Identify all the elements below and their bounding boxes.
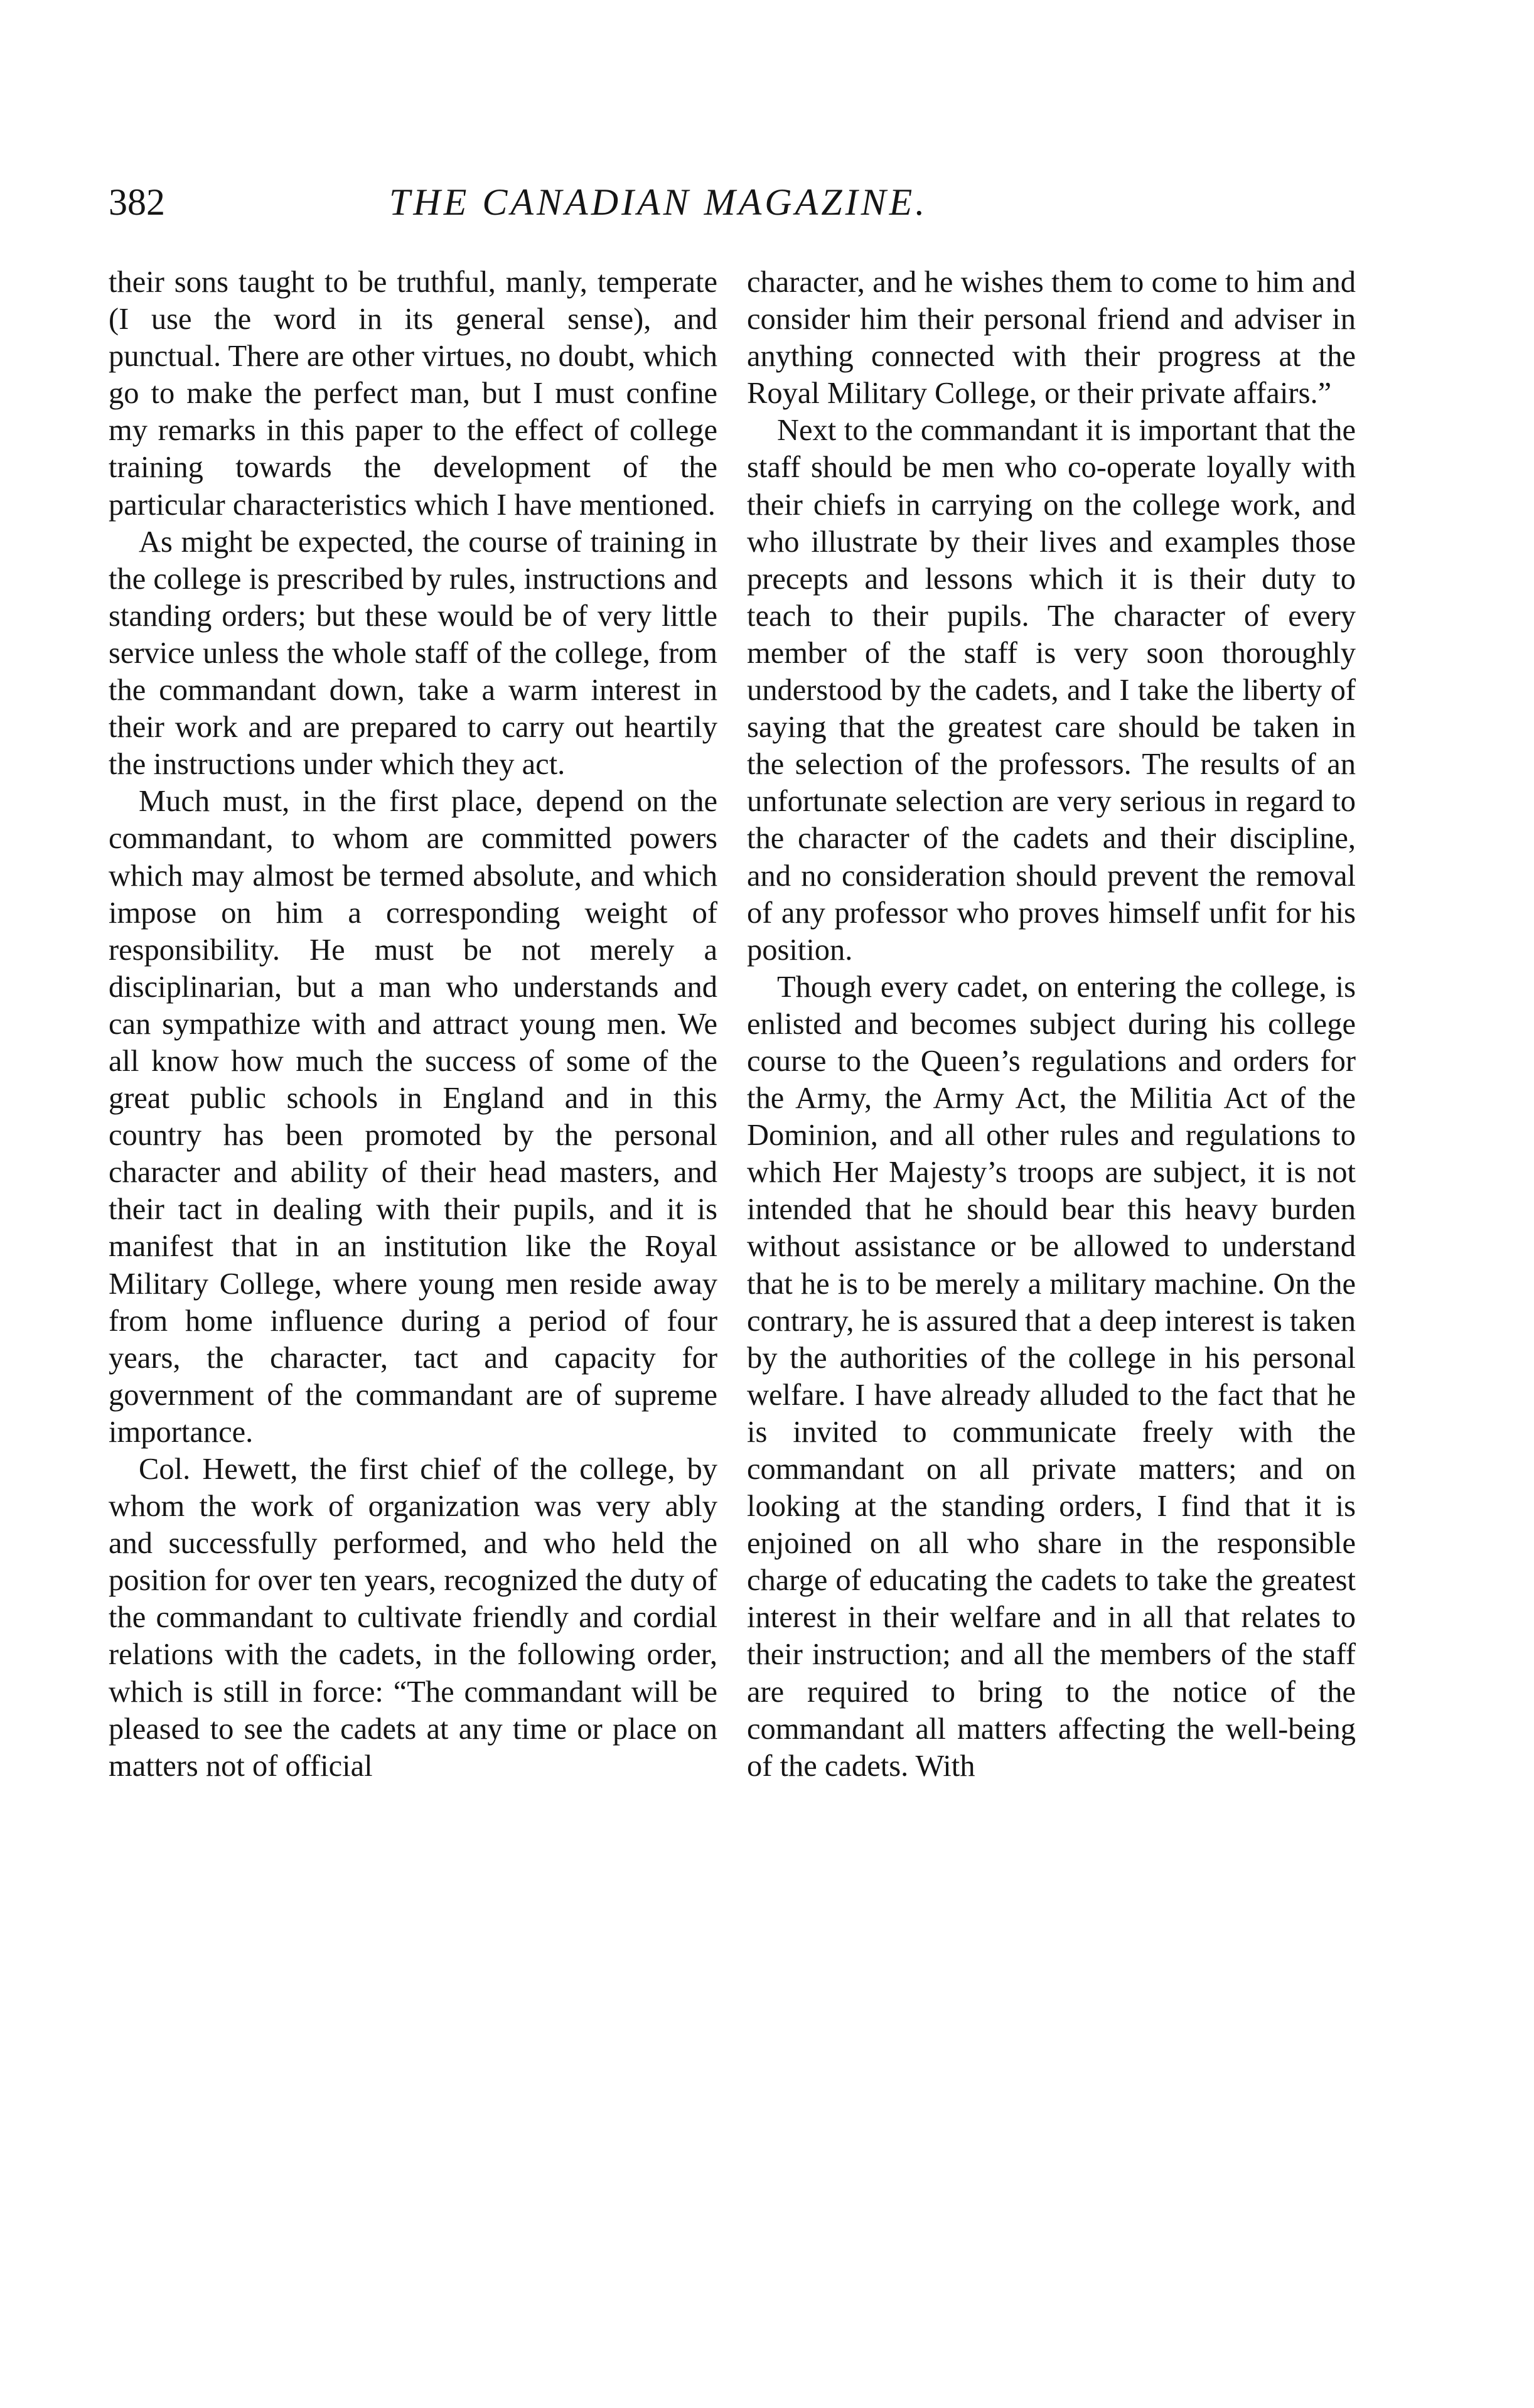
right-column [747,264,1356,1785]
paragraph: Much must, in the first place, depend on the commandant, to whom are committed powers which may almost be termed absolute, and which impose on him a corresponding weight of responsibility. He must be not merely a disciplinarian, but a man who understands and can sympathize with and attract young men. We all know how much the success of some of the great public schools in England and in this country has been promoted by the personal character and ability of their head masters, and their tact in dealing with their pupils, and it is manifest that in an institution like the Royal Military College, where young men reside away from home influence during a period of four years, the character, tact and capacity for government of the commandant are of supreme importance. [109,785,717,1449]
paragraph: Next to the commandant it is important that the staff should be men who co-operate loyally with their chiefs in carrying on the college work, and who illustrate by their lives and examples those precepts and lessons which it is their duty to teach to their pupils. The character of every member of the staff is very soon thoroughly understood by the cadets, and I take the liberty of saying that the greatest care should be taken in the selection of the professors. The results of an unfortunate selection are very serious in regard to the character of the cadets and their discipline, and no consideration should prevent the removal of any professor who proves himself unfit for his position. [747,414,1356,967]
running-title: THE CANADIAN MAGAZINE. [389,181,928,223]
paragraph: As might be expected, the course of training in the college is prescribed by rules, instructions and standing orders; but these would be of very little service unless the whole staff of the college, from the commandant down, take a warm interest in their work and are prepared to carry out heartily the instructions under which they act. [109,525,717,782]
paragraph: character, and he wishes them to come to him and consider him their personal friend and adviser in anything connected with their progress at the Royal Military College, or their private affairs.” [747,266,1356,411]
page-number: 382 [109,181,165,223]
paragraph: Col. Hewett, the first chief of the college, by whom the work of organization was very ably and successfully performed, and who held the position for over ten years, recognized the duty of the commandant to cultivate friendly and cordial relations with the cadets, in the following order, which is still in force: “The commandant will be pleased to see the cadets at any time or place on matters not of official [109,1453,717,1783]
left-column [109,264,717,1785]
paragraph: Though every cadet, on entering the college, is enlisted and becomes subject during his college course to the Queen’s regulations and orders for the Army, the Army Act, the Militia Act of the Dominion, and all other rules and regulations to which Her Majesty’s troops are subject, it is not intended that he should bear this heavy burden without assistance or be allowed to understand that he is to be merely a military machine. On the contrary, he is assured that a deep interest is taken by the authorities of the college in his personal welfare. I have already alluded to the fact that he is invited to communicate freely with the commandant on all private matters; and on looking at the standing orders, I find that it is enjoined on all who share in the responsible charge of educating the cadets to take the greatest interest in their welfare and in all that relates to their instruction; and all the members of the staff are required to bring to the notice of the commandant all matters affecting the well-being of the cadets. With [747,970,1356,1783]
paragraph: their sons taught to be truthful, manly, temperate (I use the word in its general sense), and punctual. There are other virtues, no doubt, which go to make the perfect man, but I must confine my remarks in this paper to the effect of college training towards the development of the particular characteristics which I have mentioned. [109,266,717,522]
